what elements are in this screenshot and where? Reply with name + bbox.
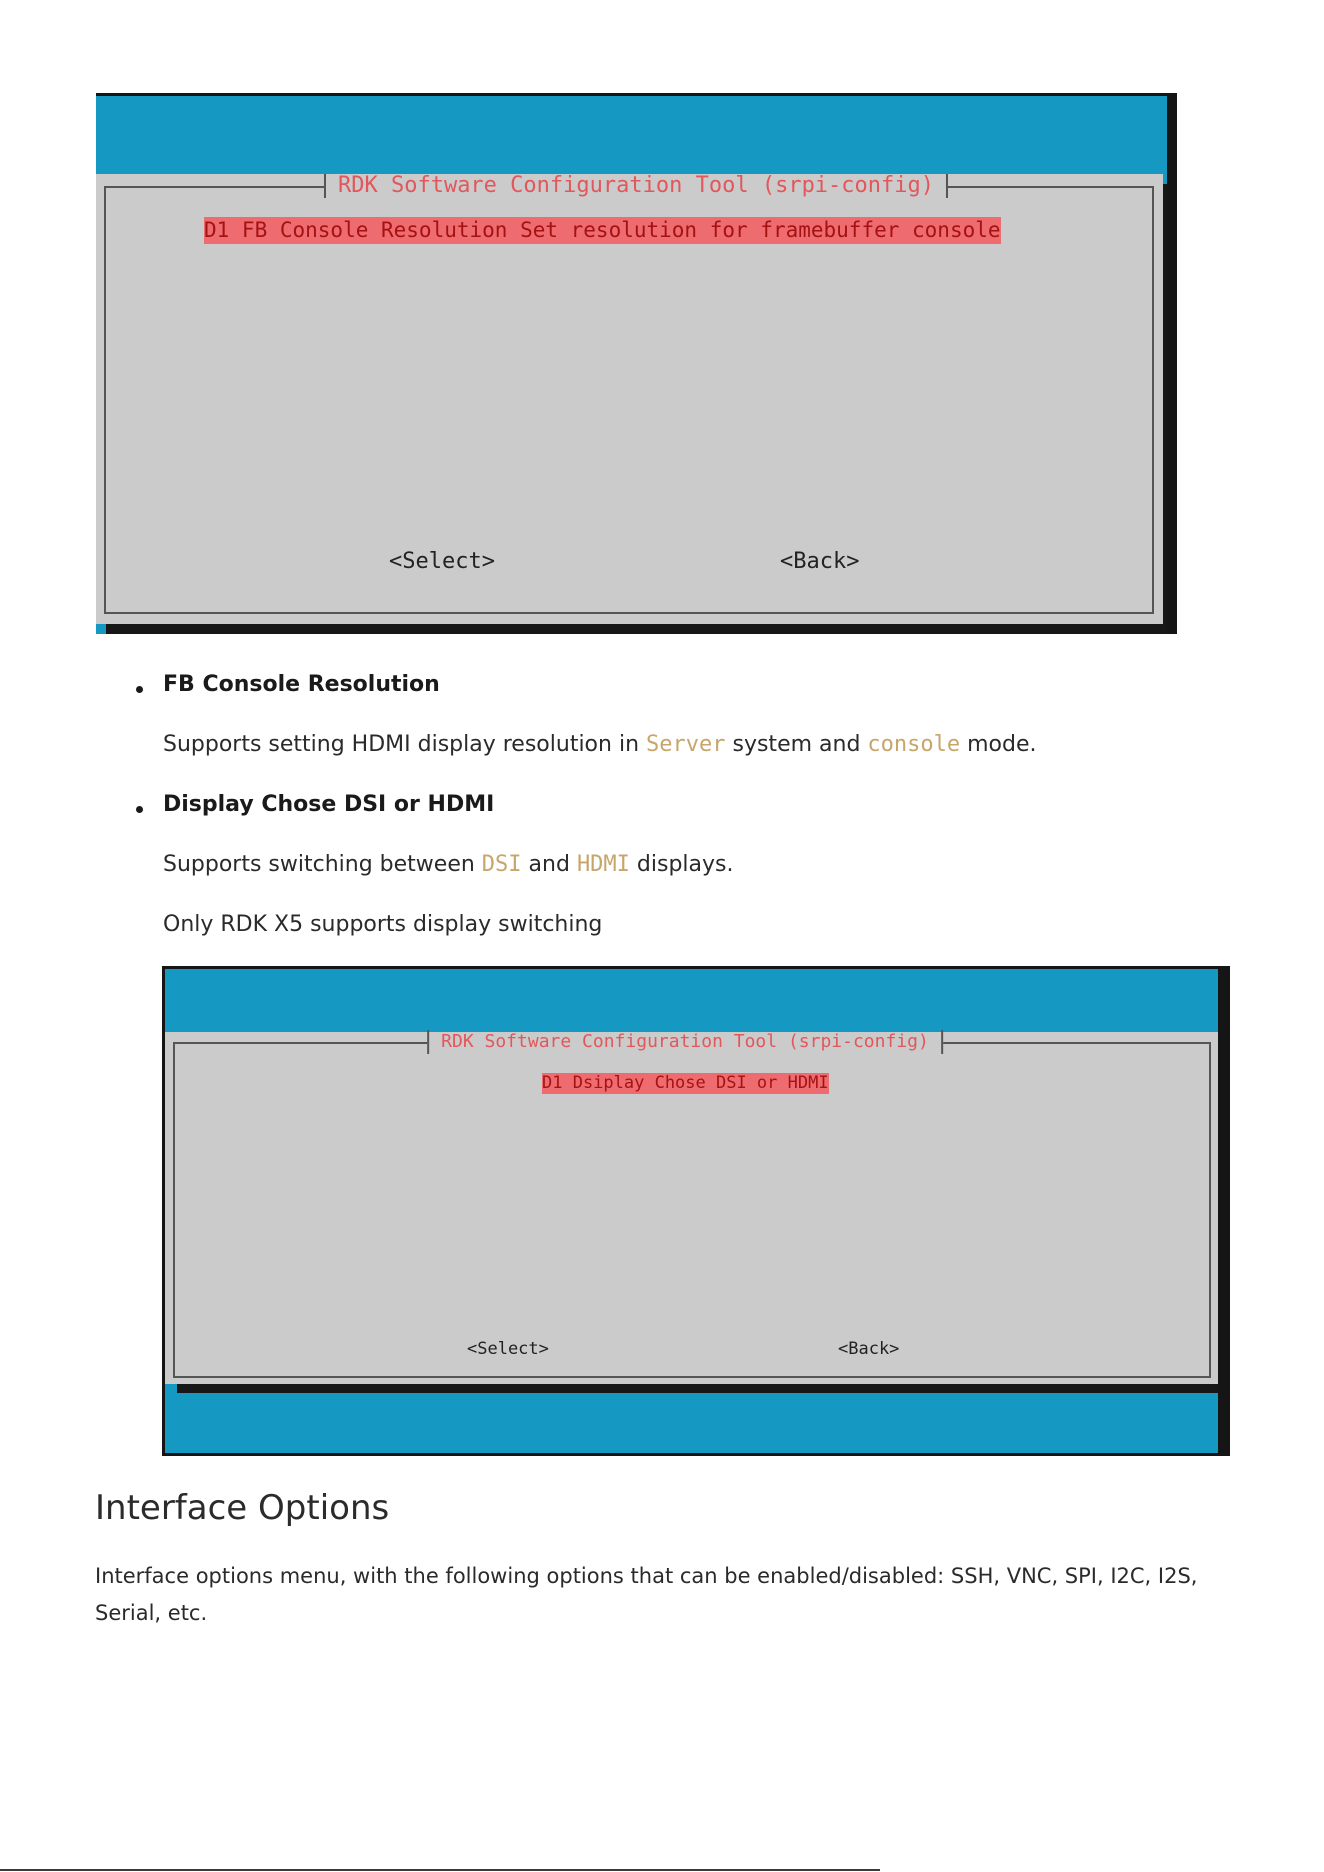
interface-options-para-line1: Interface options menu, with the following options that can be enabled/disabled: SSH, VNC, SPI, I2C, I2S, xyxy=(95,1564,1198,1588)
display-text-before: Supports switching between xyxy=(163,852,482,877)
interface-options-heading: Interface Options xyxy=(95,1488,390,1528)
bullet-point xyxy=(136,806,143,813)
dialog-title: RDK Software Configuration Tool (srpi-config) xyxy=(324,174,948,198)
terminal-screenshot-display-chose xyxy=(162,966,1230,1456)
display-switch-note: Only RDK X5 supports display switching xyxy=(163,912,603,937)
fb-console-description xyxy=(163,732,1037,757)
display-chose-description xyxy=(163,852,734,877)
dialog-title: RDK Software Configuration Tool (srpi-config) xyxy=(427,1032,943,1052)
back-button[interactable]: <Back> xyxy=(838,1339,900,1359)
code-console: console xyxy=(867,732,961,757)
interface-options-para-line2: Serial, etc. xyxy=(95,1601,208,1625)
code-hdmi: HDMI xyxy=(576,852,630,877)
select-button[interactable]: <Select> xyxy=(467,1339,549,1359)
code-dsi: DSI xyxy=(481,852,522,877)
dialog-box xyxy=(96,174,1163,624)
terminal-screenshot-fb-console xyxy=(96,93,1177,634)
display-text-after: displays. xyxy=(629,852,734,877)
bullet-point xyxy=(136,686,143,693)
display-text-middle: and xyxy=(521,852,577,877)
dialog-box xyxy=(165,1032,1218,1384)
page-bottom-rule xyxy=(0,1869,880,1871)
code-server: Server xyxy=(646,732,726,757)
fb-text-before: Supports setting HDMI display resolution in xyxy=(163,732,647,757)
dialog-frame xyxy=(104,186,1154,614)
fb-console-resolution-heading: FB Console Resolution xyxy=(163,672,440,697)
display-chose-heading: Display Chose DSI or HDMI xyxy=(163,792,495,817)
menu-item-fb-console-resolution[interactable]: D1 FB Console Resolution Set resolution for framebuffer console xyxy=(204,218,1001,242)
menu-item-display-chose[interactable]: D1 Dsiplay Chose DSI or HDMI xyxy=(542,1073,829,1093)
fb-text-after: mode. xyxy=(960,732,1037,757)
select-button[interactable]: <Select> xyxy=(389,549,495,574)
back-button[interactable]: <Back> xyxy=(780,549,860,574)
fb-text-middle: system and xyxy=(725,732,868,757)
